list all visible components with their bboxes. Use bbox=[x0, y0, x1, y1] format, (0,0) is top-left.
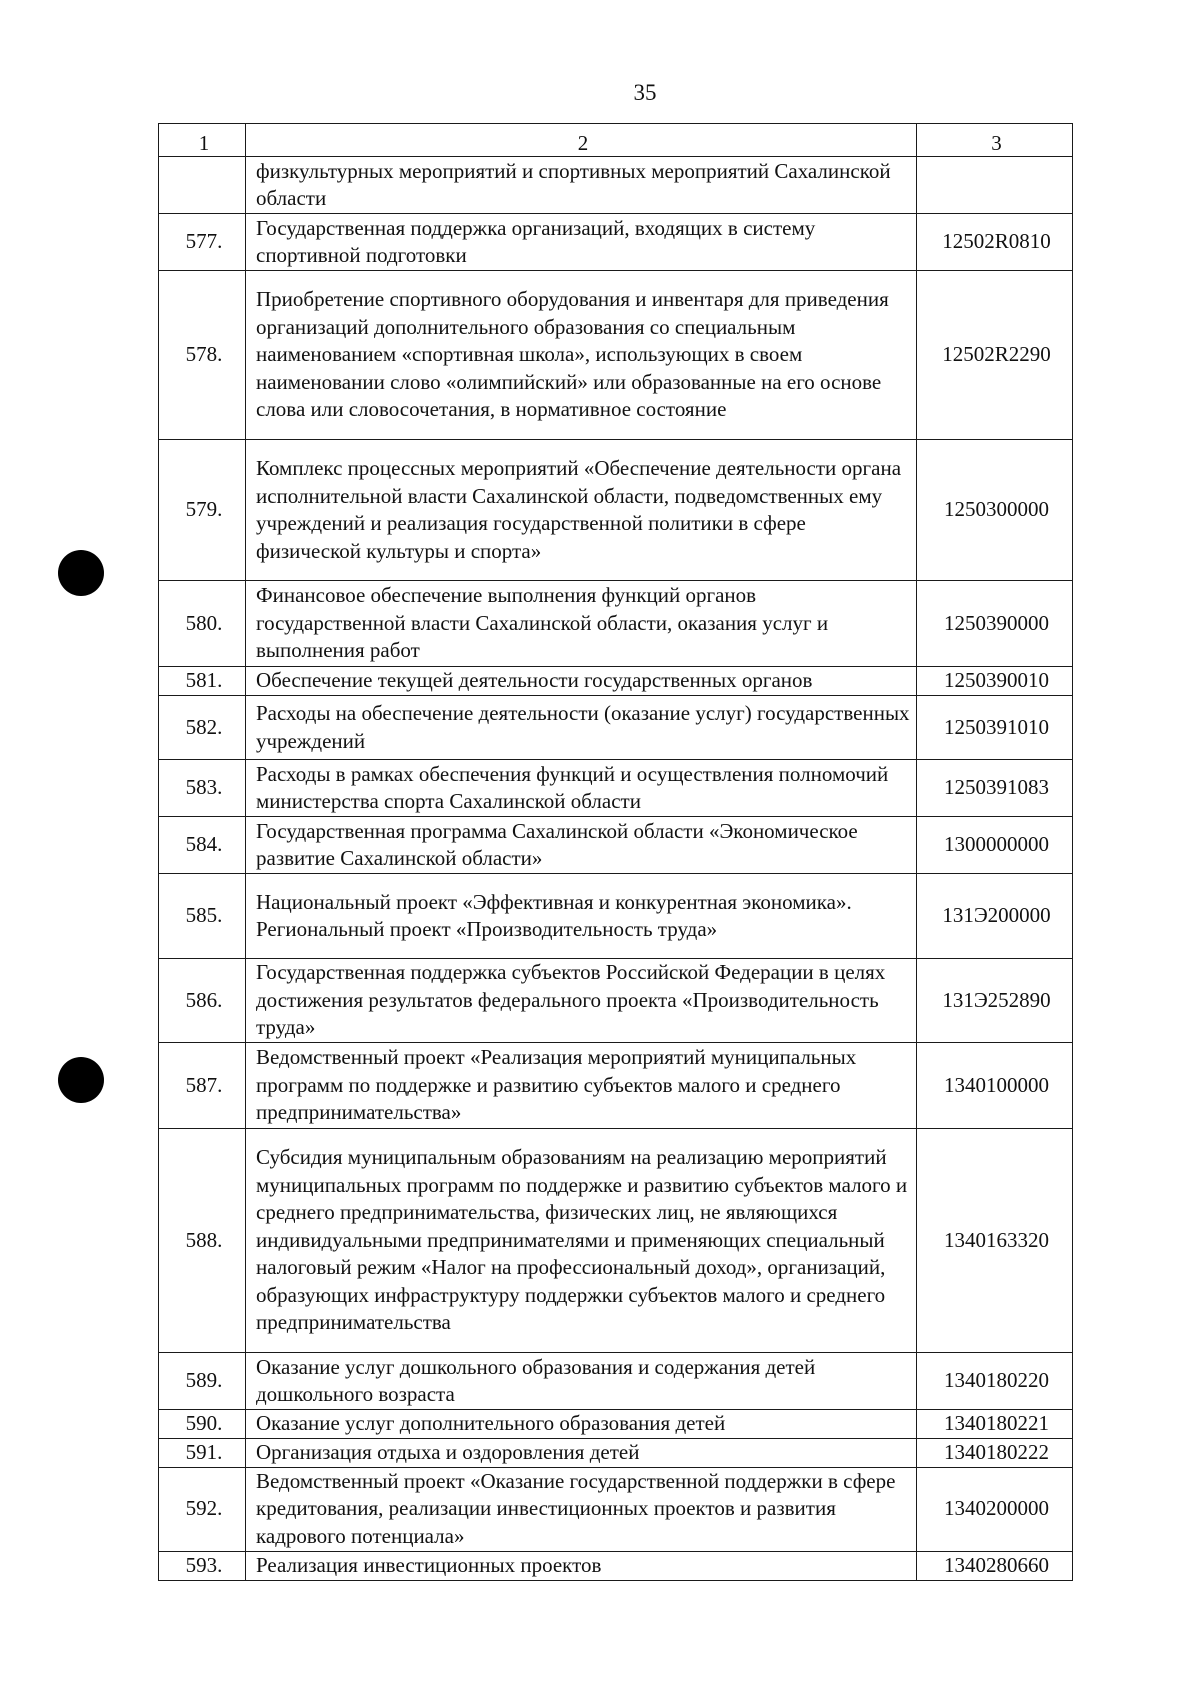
row-code: 1250391010 bbox=[917, 696, 1073, 760]
row-code: 1340163320 bbox=[917, 1129, 1073, 1353]
row-description: Финансовое обеспечение выполнения функций органов государственной власти Сахалинской области, оказания услуг и выполнения работ bbox=[246, 581, 917, 667]
row-number: 583. bbox=[159, 760, 246, 817]
row-description: Ведомственный проект «Реализация мероприятий муниципальных программ по поддержке и развитию субъектов малого и среднего предпринимательства» bbox=[246, 1043, 917, 1129]
table-row bbox=[159, 1410, 1073, 1439]
table-row bbox=[159, 959, 1073, 1043]
budget-code-table bbox=[158, 123, 1073, 1581]
row-code: 1250390000 bbox=[917, 581, 1073, 667]
row-code: 1340200000 bbox=[917, 1467, 1073, 1551]
row-description: Государственная программа Сахалинской области «Экономическое развитие Сахалинской области» bbox=[246, 817, 917, 874]
punch-hole-bottom bbox=[58, 1057, 104, 1103]
table-header-row bbox=[159, 124, 1073, 157]
header-col-2: 2 bbox=[246, 124, 917, 157]
row-description: Расходы в рамках обеспечения функций и осуществления полномочий министерства спорта Сахалинской области bbox=[246, 760, 917, 817]
row-number: 589. bbox=[159, 1353, 246, 1410]
row-number: 588. bbox=[159, 1129, 246, 1353]
row-number: 585. bbox=[159, 874, 246, 959]
table-row bbox=[159, 271, 1073, 440]
row-number: 577. bbox=[159, 214, 246, 271]
row-description: Комплекс процессных мероприятий «Обеспечение деятельности органа исполнительной власти Сахалинской области, подведомственных ему учреждений и реализация государственной политики в сфере физической культуры и спорта» bbox=[246, 440, 917, 581]
row-number: 578. bbox=[159, 271, 246, 440]
table-row bbox=[159, 1353, 1073, 1410]
row-code: 1340100000 bbox=[917, 1043, 1073, 1129]
table-row bbox=[159, 1551, 1073, 1580]
table-row bbox=[159, 157, 1073, 214]
row-description: Ведомственный проект «Оказание государственной поддержки в сфере кредитования, реализации инвестиционных проектов и развития кадрового потенциала» bbox=[246, 1467, 917, 1551]
row-description: Государственная поддержка организаций, входящих в систему спортивной подготовки bbox=[246, 214, 917, 271]
row-code: 1250391083 bbox=[917, 760, 1073, 817]
table-row bbox=[159, 874, 1073, 959]
row-number: 579. bbox=[159, 440, 246, 581]
row-description: Субсидия муниципальным образованиям на реализацию мероприятий муниципальных программ по поддержке и развитию субъектов малого и среднего предпринимательства, физических лиц, не являющихся индивидуальными предпринимателями и применяющих специальный налоговый режим «Налог на профессиональный доход», организаций, образующих инфраструктуру поддержки субъектов малого и среднего предпринимательства bbox=[246, 1129, 917, 1353]
row-code: 1250300000 bbox=[917, 440, 1073, 581]
row-code: 12502R0810 bbox=[917, 214, 1073, 271]
row-number: 586. bbox=[159, 959, 246, 1043]
row-code: 131Э252890 bbox=[917, 959, 1073, 1043]
header-col-3: 3 bbox=[917, 124, 1073, 157]
table-row bbox=[159, 817, 1073, 874]
row-description: Оказание услуг дополнительного образования детей bbox=[246, 1410, 917, 1439]
row-number: 580. bbox=[159, 581, 246, 667]
page-number: 35 bbox=[633, 80, 657, 105]
table-body bbox=[159, 124, 1073, 1581]
row-number: 584. bbox=[159, 817, 246, 874]
table-row bbox=[159, 667, 1073, 696]
row-description: Расходы на обеспечение деятельности (оказание услуг) государственных учреждений bbox=[246, 696, 917, 760]
row-code: 1340280660 bbox=[917, 1551, 1073, 1580]
table-row bbox=[159, 214, 1073, 271]
row-description: физкультурных мероприятий и спортивных мероприятий Сахалинской области bbox=[246, 157, 917, 214]
row-description: Приобретение спортивного оборудования и инвентаря для приведения организаций дополнительного образования со специальным наименованием «спортивная школа», использующих в своем наименовании слово «олимпийский» или образованные на его основе слова или словосочетания, в нормативное состояние bbox=[246, 271, 917, 440]
row-code: 1340180221 bbox=[917, 1410, 1073, 1439]
table-row bbox=[159, 760, 1073, 817]
row-number: 582. bbox=[159, 696, 246, 760]
row-number: 593. bbox=[159, 1551, 246, 1580]
row-description: Оказание услуг дошкольного образования и содержания детей дошкольного возраста bbox=[246, 1353, 917, 1410]
row-number: 590. bbox=[159, 1410, 246, 1439]
row-description: Организация отдыха и оздоровления детей bbox=[246, 1439, 917, 1468]
row-code: 12502R2290 bbox=[917, 271, 1073, 440]
row-code bbox=[917, 157, 1073, 214]
table-row bbox=[159, 1439, 1073, 1468]
row-code: 131Э200000 bbox=[917, 874, 1073, 959]
row-number: 591. bbox=[159, 1439, 246, 1468]
table-row bbox=[159, 440, 1073, 581]
row-number: 592. bbox=[159, 1467, 246, 1551]
row-number bbox=[159, 157, 246, 214]
row-description: Государственная поддержка субъектов Российской Федерации в целях достижения результатов федерального проекта «Производительность труда» bbox=[246, 959, 917, 1043]
table-row bbox=[159, 1043, 1073, 1129]
row-description: Реализация инвестиционных проектов bbox=[246, 1551, 917, 1580]
header-col-1: 1 bbox=[159, 124, 246, 157]
row-number: 587. bbox=[159, 1043, 246, 1129]
row-code: 1340180222 bbox=[917, 1439, 1073, 1468]
row-code: 1300000000 bbox=[917, 817, 1073, 874]
table-row bbox=[159, 581, 1073, 667]
row-description: Обеспечение текущей деятельности государственных органов bbox=[246, 667, 917, 696]
row-description: Национальный проект «Эффективная и конкурентная экономика». Региональный проект «Производительность труда» bbox=[246, 874, 917, 959]
row-code: 1250390010 bbox=[917, 667, 1073, 696]
row-number: 581. bbox=[159, 667, 246, 696]
table-row bbox=[159, 1467, 1073, 1551]
punch-hole-top bbox=[58, 550, 104, 596]
table-row bbox=[159, 696, 1073, 760]
table-row bbox=[159, 1129, 1073, 1353]
row-code: 1340180220 bbox=[917, 1353, 1073, 1410]
